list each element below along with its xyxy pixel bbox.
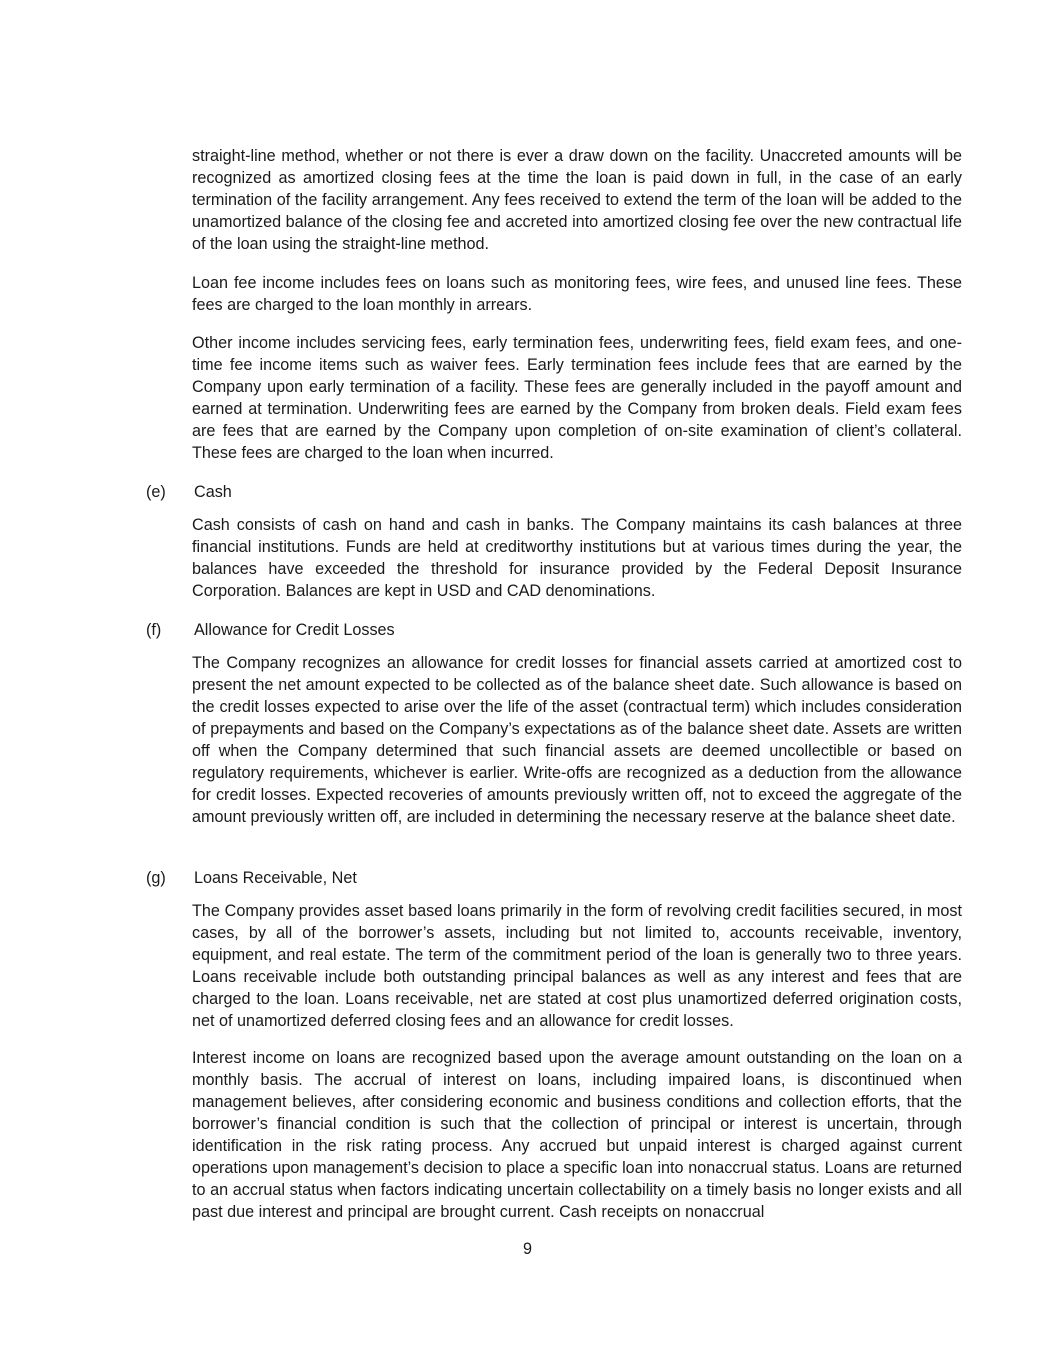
paragraph-allowance: The Company recognizes an allowance for credit losses for financial assets carried at amortized cost to present the net amount expected to be collected as of the balance sheet date. Such allowance is based on the credit losses expected to arise over the life of the asset (contractual term) which includes consideration of prepayments and based on the Company’s expectations as of the balance sheet date. Assets are written off when the Company determined that such financial assets are deemed uncollectible or based on regulatory requirements, whichever is earlier. Write-offs are recognized as a deduction from the allowance for credit losses. Expected recoveries of amounts previously written off, not to exceed the aggregate of the amount previously written off, are included in determining the necessary reserve at the balance sheet date. bbox=[192, 654, 962, 826]
page-number: 9 bbox=[522, 1240, 532, 1258]
paragraph-other-income: Other income includes servicing fees, early termination fees, underwriting fees, field exam fees, and one-time fee income items such as waiver fees. Early termination fees include fees that are earned by the Company upon early termination of a facility. These fees are generally included in the payoff amount and earned at termination. Underwriting fees are earned by the Company from broken deals. Field exam fees are fees that are earned by the Company upon completion of on-site examination of client’s collateral. These fees are charged to the loan when incurred. bbox=[192, 334, 962, 462]
section-title: Cash bbox=[194, 483, 232, 501]
paragraph-loans-receivable: The Company provides asset based loans primarily in the form of revolving credit facilities secured, in most cases, by all of the borrower’s assets, including but not limited to, accounts receivable, inventory, equipment, and real estate. The term of the commitment period of the loan is generally two to three years. Loans receivable include both outstanding principal balances as well as any interest and fees that are charged to the loan. Loans receivable, net are stated at cost plus unamortized deferred origination costs, net of unamortized deferred closing fees and an allowance for credit losses. bbox=[192, 902, 962, 1030]
section-letter: (f) bbox=[146, 621, 162, 639]
section-title: Loans Receivable, Net bbox=[194, 869, 357, 887]
paragraph-cash: Cash consists of cash on hand and cash in banks. The Company maintains its cash balances at three financial institutions. Funds are held at creditworthy institutions but at various times during the year, the balances have exceeded the threshold for insurance provided by the Federal Deposit Insurance Corporation. Balances are kept in USD and CAD denominations. bbox=[192, 516, 962, 600]
paragraph-closing-fees-continued: straight-line method, whether or not there is ever a draw down on the facility. Unaccreted amounts will be recognized as amortized closing fees at the time the loan is paid down in full, in the case of an early termination of the facility arrangement. Any fees received to extend the term of the loan will be added to the unamortized balance of the closing fee and accreted into amortized closing fee over the new contractual life of the loan using the straight-line method. bbox=[192, 147, 962, 253]
paragraph-interest-income: Interest income on loans are recognized based upon the average amount outstanding on the loan on a monthly basis. The accrual of interest on loans, including impaired loans, is discontinued when management believes, after considering economic and business conditions and collection efforts, that the borrower’s financial condition is such that the collection of principal or interest is uncertain, through identification in the risk rating process. Any accrued but unpaid interest is charged against current operations upon management’s decision to place a specific loan into nonaccrual status. Loans are returned to an accrual status when factors indicating uncertain collectability on a timely basis no longer exists and all past due interest and principal are brought current. Cash receipts on nonaccrual bbox=[192, 1049, 962, 1221]
section-letter: (e) bbox=[146, 483, 166, 501]
paragraph-loan-fee-income: Loan fee income includes fees on loans such as monitoring fees, wire fees, and unused line fees. These fees are charged to the loan monthly in arrears. bbox=[192, 274, 962, 314]
section-letter: (g) bbox=[146, 869, 166, 887]
section-title: Allowance for Credit Losses bbox=[194, 621, 395, 639]
